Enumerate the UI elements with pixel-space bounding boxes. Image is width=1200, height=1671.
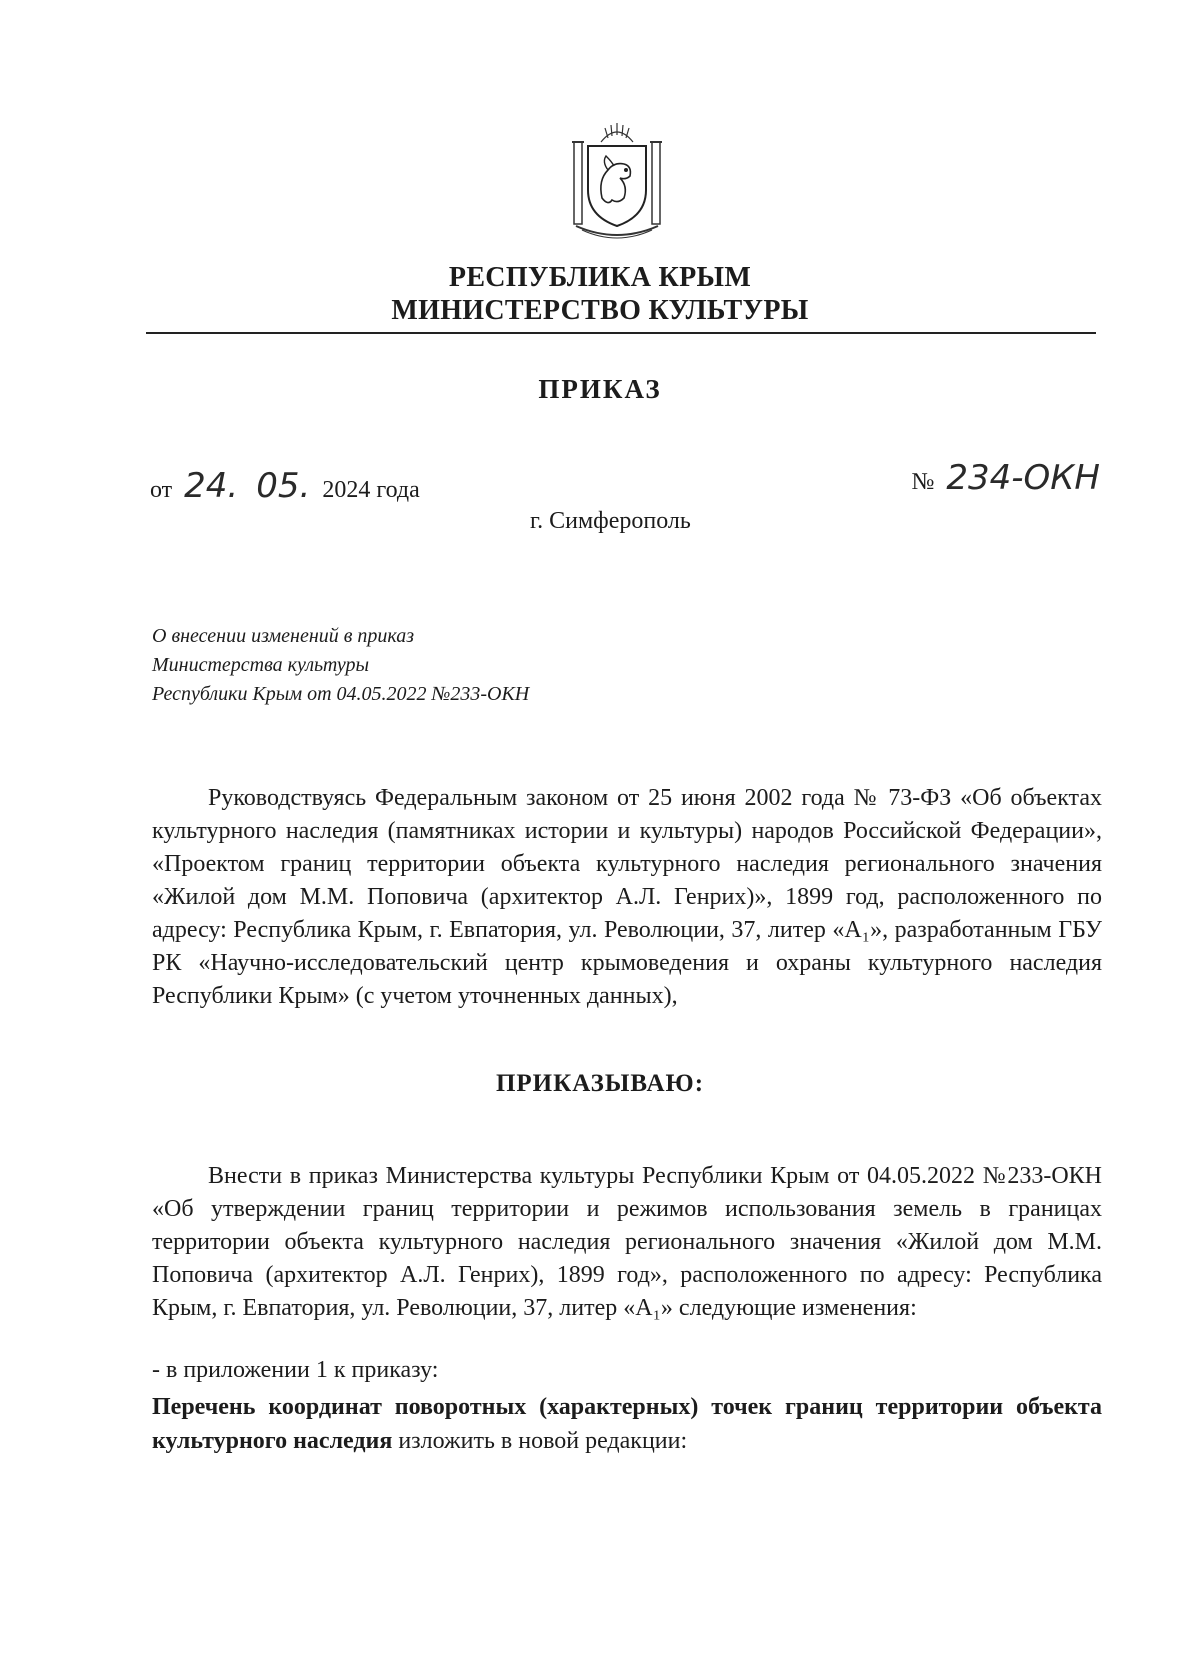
- date-year: 2024 года: [322, 477, 420, 503]
- handwritten-day: 24.: [184, 466, 239, 506]
- handwritten-number: 234-ОКН: [946, 458, 1100, 498]
- crimea-coat-of-arms-icon: [568, 120, 666, 240]
- coordinates-list-title: Перечень координат поворотных (характерных) точек границ территории объекта культурного наследия: [152, 1394, 1102, 1454]
- header-divider: [146, 332, 1096, 334]
- subject-line-3: Республики Крым от 04.05.2022 №233-ОКН: [152, 683, 530, 705]
- city-name: г. Симферополь: [530, 508, 691, 534]
- order-date: [150, 466, 420, 506]
- handwritten-month: 05.: [256, 466, 311, 506]
- subject-line-1: О внесении изменений в приказ: [152, 625, 415, 647]
- document-type-title: ПРИКАЗ: [538, 374, 662, 404]
- subject-line-2: Министерства культуры: [152, 654, 370, 676]
- preamble-paragraph: Руководствуясь Федеральным законом от 25 июня 2002 года № 73-ФЗ «Об объектах культурного наследия (памятниках истории и культуры) народов Российской Федерации», «Проектом границ территории объекта культурного наследия регионального значения «Жилой дом М.М. Поповича (архитектор А.Л. Генрих)», 1899 год, расположенного по адресу: Республика Крым, г. Евпатория, ул. Революции, 37, литер «А₁», разработанным ГБУ РК «Научно-исследовательский центр крымоведения и охраны культурного наследия Республики Крым» (с учетом уточненных данных),: [152, 785, 1102, 1009]
- number-prefix: №: [911, 469, 935, 495]
- appendix-bullet: - в приложении 1 к приказу:: [152, 1357, 439, 1383]
- order-subject: [152, 622, 529, 709]
- coordinates-list-instruction: изложить в новой редакции:: [392, 1428, 688, 1454]
- order-directive-heading: ПРИКАЗЫВАЮ:: [495, 1070, 705, 1097]
- date-prefix: от: [150, 477, 173, 503]
- order-number: [911, 458, 1100, 498]
- republic-name: РЕСПУБЛИКА КРЫМ: [448, 262, 752, 293]
- coordinates-list-heading: [152, 1390, 1102, 1458]
- ministry-name: МИНИСТЕРСТВО КУЛЬТУРЫ: [391, 295, 809, 326]
- directive-paragraph: Внести в приказ Министерства культуры Республики Крым от 04.05.2022 №233-ОКН «Об утверждении границ территории и режимов использования земель в границах территории объекта культурного наследия регионального значения «Жилой дом М.М. Поповича (архитектор А.Л. Генрих), 1899 год», расположенного по адресу: Республика Крым, г. Евпатория, ул. Революции, 37, литер «А₁» следующие изменения:: [152, 1163, 1102, 1321]
